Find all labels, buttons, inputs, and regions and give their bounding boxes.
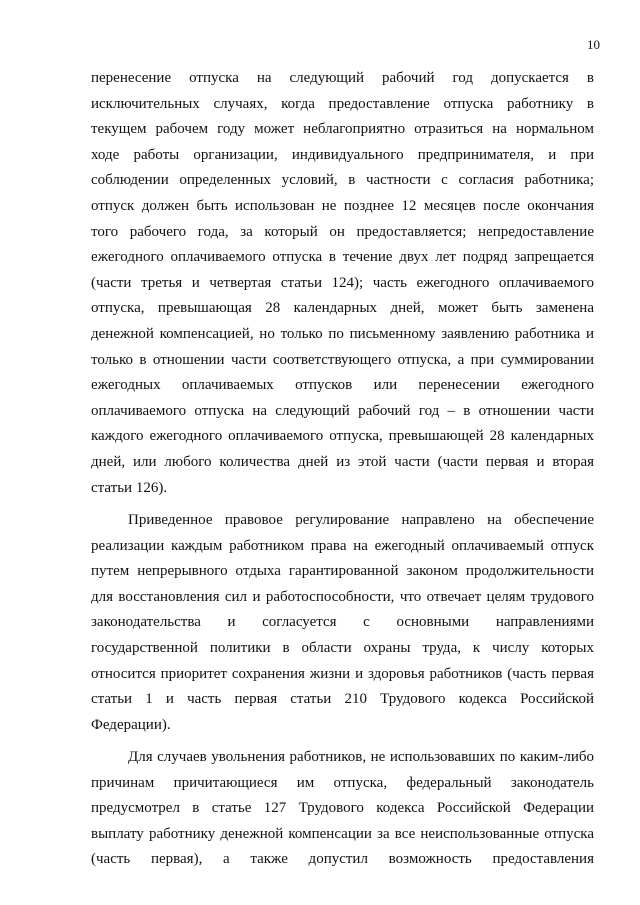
text-line: для восстановления сил и работоспособности, что отвечает целям трудового bbox=[91, 588, 594, 605]
text-line: выплату работнику денежной компенсации за все неиспользованные отпуска bbox=[91, 825, 594, 842]
text-line: причинам причитающиеся им отпуска, федеральный законодатель bbox=[91, 774, 594, 791]
text-line: предусмотрел в статье 127 Трудового кодекса Российской Федерации bbox=[91, 800, 594, 817]
text-line: ежегодных оплачиваемых отпусков или перенесении ежегодного bbox=[91, 377, 594, 394]
text-line: текущем рабочем году может неблагоприятно отразиться на нормальном bbox=[91, 121, 594, 138]
text-line: законодательства и согласуется с основными направлениями bbox=[91, 614, 594, 631]
text-line: (части третья и четвертая статьи 124); часть ежегодного оплачиваемого bbox=[91, 274, 594, 291]
text-line: того рабочего года, за который он предоставляется; непредоставление bbox=[91, 223, 594, 240]
text-line: отпуска, превышающая 28 календарных дней, может быть заменена bbox=[91, 300, 594, 317]
text-line: соблюдении определенных условий, в частности с согласия работника; bbox=[91, 172, 594, 189]
text-line: реализации каждым работником права на ежегодный оплачиваемый отпуск bbox=[91, 537, 594, 554]
text-line: (часть первая), а также допустил возможность предоставления bbox=[91, 851, 594, 868]
text-line: статьи 1 и часть первая статьи 210 Трудового кодекса Российской bbox=[91, 691, 594, 708]
text-line: денежной компенсацией, но только по письменному заявлению работника и bbox=[91, 325, 594, 342]
paragraph-3 bbox=[91, 745, 594, 873]
text-line: путем непрерывного отдыха гарантированной законом продолжительности bbox=[91, 563, 594, 580]
text-line: Федерации). bbox=[91, 716, 171, 733]
text-line: перенесение отпуска на следующий рабочий год допускается в bbox=[91, 70, 594, 86]
text-line: отпуск должен быть использован не позднее 12 месяцев после окончания bbox=[91, 197, 594, 214]
text-line: только в отношении части соответствующего отпуска, а при суммировании bbox=[91, 351, 594, 368]
text-line: исключительных случаях, когда предоставление отпуска работнику в bbox=[91, 95, 594, 112]
paragraph-2 bbox=[91, 508, 594, 738]
text-line: оплачиваемого отпуска на следующий рабочий год – в отношении части bbox=[91, 402, 594, 419]
text-line: статьи 126). bbox=[91, 479, 168, 496]
text-line: каждого ежегодного оплачиваемого отпуска, превышающей 28 календарных bbox=[91, 428, 594, 445]
text-line: Для случаев увольнения работников, не использовавших по каким-либо bbox=[128, 749, 594, 765]
text-line: государственной политики в области охраны труда, к числу которых bbox=[91, 639, 594, 656]
text-line: дней, или любого количества дней из этой части (части первая и вторая bbox=[91, 453, 594, 470]
paragraph-1 bbox=[91, 66, 594, 501]
text-line: относится приоритет сохранения жизни и здоровья работников (часть первая bbox=[91, 665, 594, 682]
text-line: Приведенное правовое регулирование направлено на обеспечение bbox=[128, 512, 594, 528]
text-line: ходе работы организации, индивидуального предпринимателя, и при bbox=[91, 146, 594, 163]
page-number: 10 bbox=[587, 37, 600, 52]
text-line: ежегодного оплачиваемого отпуска в течение двух лет подряд запрещается bbox=[91, 249, 594, 266]
